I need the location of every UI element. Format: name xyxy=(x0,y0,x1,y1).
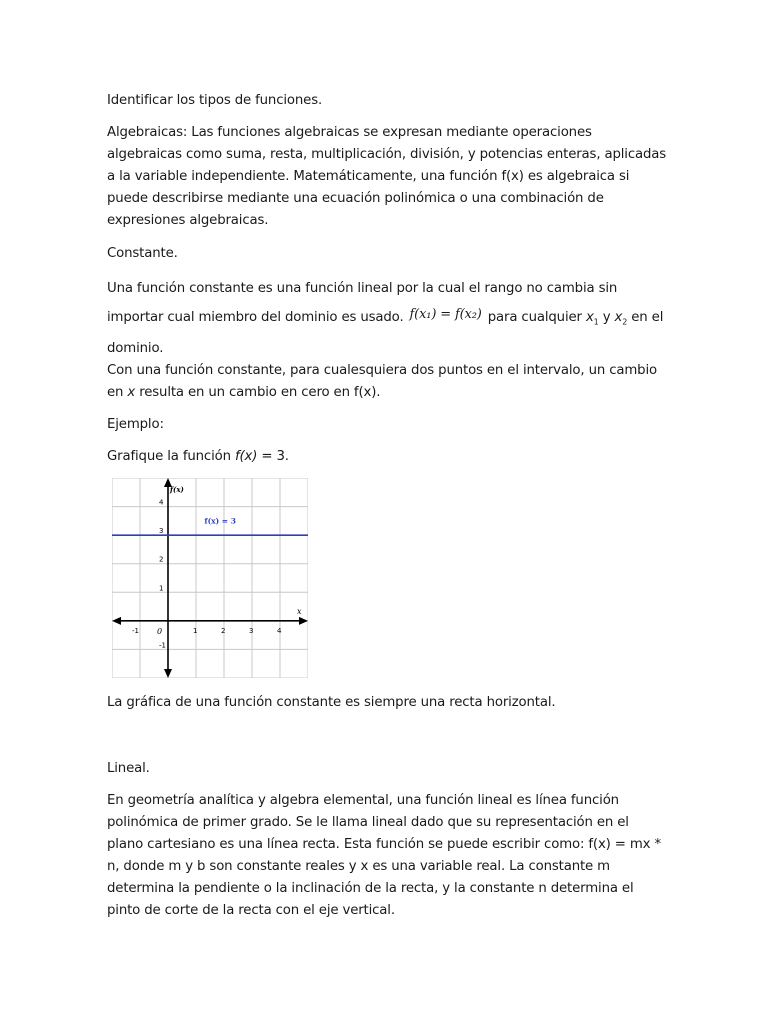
grafique-value: = 3. xyxy=(261,449,289,464)
constant-function-graph xyxy=(112,478,308,678)
y-tick-label: 2 xyxy=(159,555,164,564)
constante-definition-text: Una función constante es una función lineal por la cual el rango no cambia sin importar cual miembro del dominio es usado. xyxy=(107,281,618,325)
grafique-instruction xyxy=(107,446,667,468)
constante-formula: f(x₁) = f(x₂) xyxy=(409,307,482,322)
heading: Identificar los tipos de funciones. xyxy=(107,93,323,108)
algebraicas-paragraph: Algebraicas: Las funciones algebraicas se expresan mediante operaciones algebraicas como suma, resta, multiplicación, división, y potencias enteras, aplicadas a la variable independiente. Matemáticamente, una función f(x) es algebraica si puede describirse mediante una ecuación polinómica o una combinación de expresiones algebraicas. xyxy=(107,125,667,228)
y-tick-label: 4 xyxy=(159,498,164,507)
y-tick-label: -1 xyxy=(159,641,166,650)
x2-var: x xyxy=(614,310,623,325)
lineal-paragraph: En geometría analítica y algebra elemental, una función lineal es línea función polinómica de primer grado. Se le llama lineal dado que su representación en el plano cartesiano es una línea recta. Esta función se puede escribir como: f(x) = mx * n, donde m y b son constante reales y x es una variable real. La constante m determina la pendiente o la inclinación de la recta, y la constante n determina el pinto de corte de la recta con el eje vertical. xyxy=(107,793,661,918)
x-tick-label: 3 xyxy=(249,626,254,635)
y-axis-bottom-arrow xyxy=(164,669,172,678)
x-tick-label: 4 xyxy=(277,626,282,635)
lineal-title: Lineal. xyxy=(107,761,150,776)
x-axis-right-arrow xyxy=(299,617,308,625)
constante-definition xyxy=(107,276,667,362)
origin-label: 0 xyxy=(157,626,163,636)
function-annotation: f(x) = 3 xyxy=(204,516,236,526)
x-tick-label: 2 xyxy=(221,626,226,635)
x-axis-label: x xyxy=(297,606,302,616)
change-text-a: Con una función constante, para cualesquiera dos puntos en el intervalo, un cambio en xyxy=(107,363,657,400)
y-tick-label: 3 xyxy=(159,527,164,536)
ejemplo-label: Ejemplo: xyxy=(107,417,164,432)
change-text-b: resulta en un cambio en cero en f(x). xyxy=(139,385,381,400)
grafica-note: La gráfica de una función constante es siempre una recta horizontal. xyxy=(107,695,556,710)
grafique-text: Grafique la función xyxy=(107,449,231,464)
y-axis-label: f(x) xyxy=(170,485,184,494)
y-tick-label: 1 xyxy=(159,584,164,593)
x-tick-label: -1 xyxy=(132,626,139,635)
x-var: x xyxy=(127,385,136,400)
grafique-fx: f(x) xyxy=(234,449,258,464)
x-axis-left-arrow xyxy=(112,617,121,625)
y-word: y xyxy=(602,310,611,325)
x1-sub: 1 xyxy=(593,317,599,327)
x1-var: x xyxy=(585,310,594,325)
x2-sub: 2 xyxy=(622,317,628,327)
constante-change-paragraph xyxy=(107,360,667,404)
constante-definition-text-2: para cualquier xyxy=(487,310,582,325)
x-tick-label: 1 xyxy=(193,626,198,635)
constante-definition-text-3: en el dominio. xyxy=(107,310,664,356)
constante-title: Constante. xyxy=(107,246,178,261)
